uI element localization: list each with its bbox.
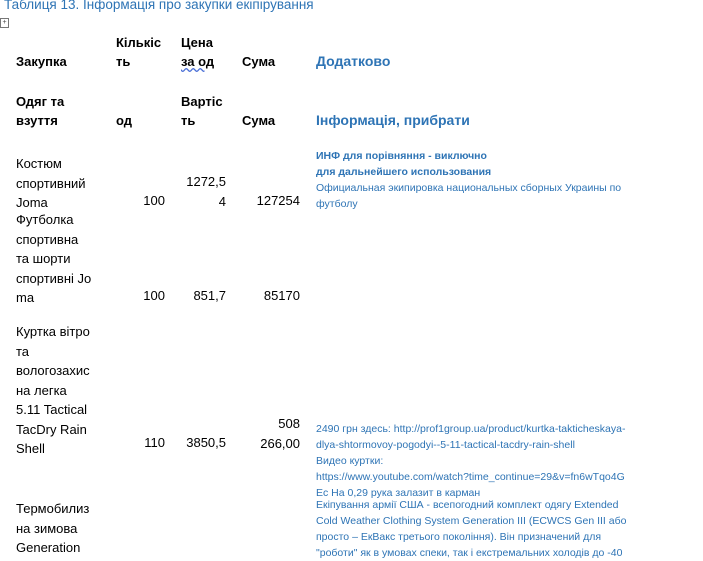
- header-cost: Вартіс ть: [181, 94, 223, 128]
- row3-note: 2490 грн здесь: http://prof1group.ua/product/kurtka-takticheskaya- dlya-shtormovoy-pogodyi--5-11-tactical-tacdry-rain-shell Видео куртки: https://www.youtube.com/watch?time_continue=29&v=fn6wTqo4G Ec На 0,29 рука залазит в карман: [316, 423, 626, 499]
- header-qty: Кількіс ть: [116, 35, 162, 69]
- row4-note: Екіпування армії США - всепогодний комплект одягу Extended Cold Weather Clothing System Generation III (ECWCS Gen III або просто – ЕкВакс третього покоління). Він призначений для "роботи" як в умовах спеки, так і екстремальних холодів до -40: [316, 499, 627, 559]
- header-sum-2: Сума: [242, 113, 276, 128]
- row3-sum: 508 266,00: [260, 416, 300, 451]
- row2-qty: 100: [143, 288, 165, 303]
- row3-name: Куртка вітро та вологозахис на легка 5.11 Tactical TacDry Rain Shell: [16, 324, 90, 456]
- row1-name: Костюм спортивний Joma: [16, 156, 86, 210]
- row1-note: ИНФ для порівняння - виключно для дальнейшего использования Официальная экипировка национальных сборных Украины по футболу: [316, 150, 622, 210]
- row3-qty: 110: [144, 435, 165, 450]
- row1-sum: 127254: [256, 193, 300, 208]
- header-price: Цена за од: [181, 35, 215, 69]
- header-purchase: Закупка: [16, 54, 67, 69]
- header-extra: Додатково: [316, 53, 391, 69]
- header-sum: Сума: [242, 54, 276, 69]
- header-item: Одяг та взуття: [16, 94, 65, 128]
- row2-name: Футболка спортивна та шорти спортивні Jo ma: [16, 212, 92, 305]
- row1-price: 1272,5 4: [186, 174, 226, 209]
- row2-price: 851,7: [193, 288, 226, 303]
- table-move-handle-icon[interactable]: +: [0, 18, 9, 28]
- row1-qty: 100: [143, 193, 165, 208]
- header-unit: од: [116, 113, 133, 128]
- row3-price: 3850,5: [186, 435, 226, 450]
- row2-sum: 85170: [263, 288, 300, 303]
- header-info: Інформація, прибрати: [316, 112, 470, 128]
- row4-name: Термобилиз на зимова Generation: [16, 501, 90, 555]
- table-caption: Таблиця 13. Інформація про закупки екіпірування: [4, 0, 314, 12]
